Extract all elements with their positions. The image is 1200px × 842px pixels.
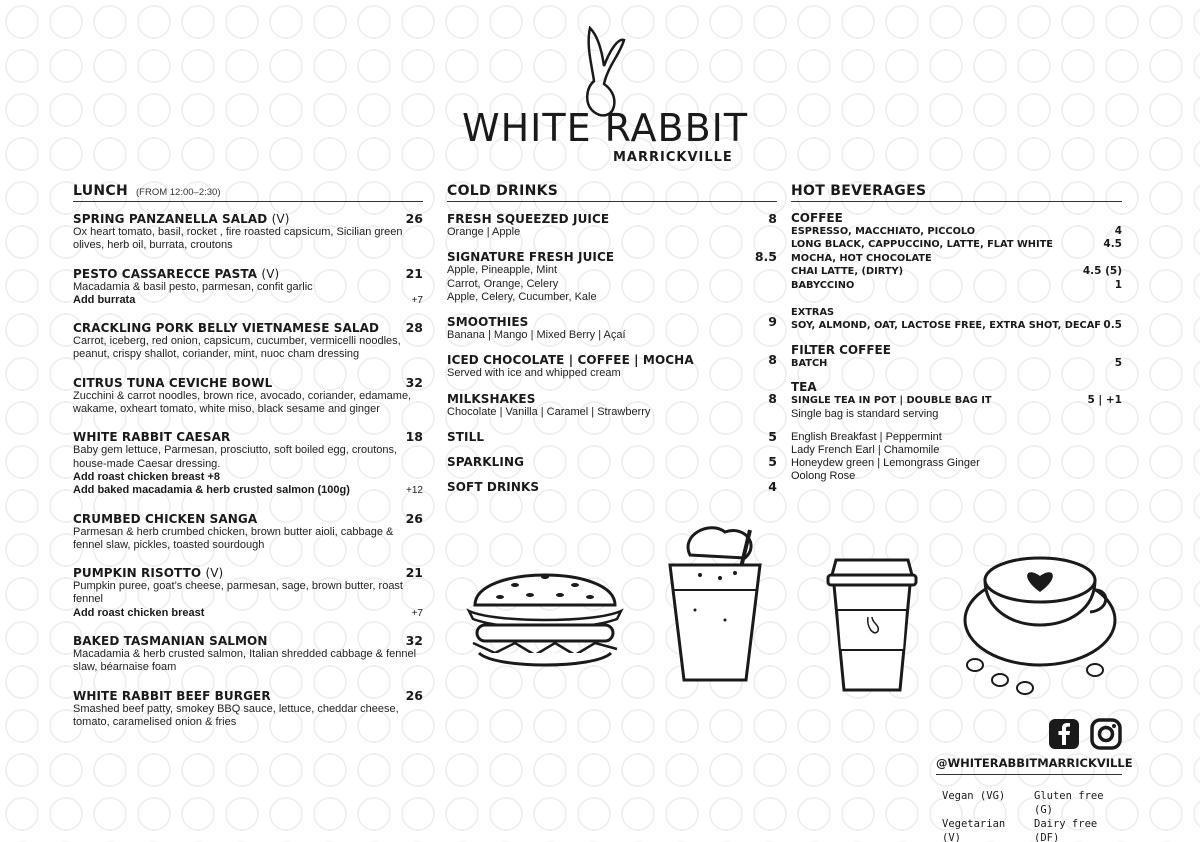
drink-item-price: 8.5 [754,249,777,265]
drink-item-description: Orange | Apple [447,226,521,238]
lunch-header [73,183,423,202]
drink-item-name: SIGNATURE FRESH JUICE [447,250,615,265]
addon-label: Add roast chicken breast +8 [73,470,221,483]
menu-item-price: 26 [405,687,423,703]
addon-row [73,607,423,620]
drink-item [447,352,777,380]
menu-item-name-text: SPRING PANZANELLA SALAD [73,212,268,226]
menu-item-description: Smashed beef patty, smokey BBQ sauce, lettuce, cheddar cheese, tomato, caramelised onion & fries [73,702,399,728]
coffee-line-price: 1 [1114,278,1122,291]
addon-row [73,471,423,484]
coffee-line [791,265,1122,278]
filter-coffee-price: 5 [1114,356,1122,369]
drink-item-header [447,454,777,469]
drink-item [447,211,777,239]
drink-item-price: 9 [768,314,777,330]
addon-label: Add baked macadamia & herb crusted salmon (100g) [73,484,350,497]
menu-item-name [73,321,379,335]
extras-group [791,306,1122,333]
menu-item-header [73,633,423,648]
logo-title: WHITE RABBIT [462,106,749,150]
dietary-tag: (V) [261,266,280,281]
menu-item-name-text: PESTO CASSARECCE PASTA [73,266,258,281]
menu-item-header [73,429,423,444]
drink-item-description: Chocolate | Vanilla | Caramel | Strawberry [447,405,651,418]
filter-coffee-label: BATCH [791,357,828,369]
coffee-line [791,238,1122,251]
menu-item [73,511,423,553]
menu-item-description: Macadamia & basil pesto, parmesan, confit garlic [73,280,313,293]
menu-item [73,688,423,730]
drink-item-price: 4 [768,479,777,495]
tea-note: Single bag is standard serving [791,407,939,420]
drink-item-description: Served with ice and whipped cream [447,367,621,380]
coffee-group [791,211,1122,292]
extras-line [791,319,1122,332]
drink-item [447,249,777,304]
menu-item-name [73,566,223,580]
lunch-title: LUNCH [73,183,128,199]
menu-item-name [73,689,271,703]
drink-item-description: Apple, Pineapple, Mint Carrot, Orange, Celery Apple, Celery, Cucumber, Kale [447,264,597,303]
menu-item-header [73,320,423,335]
menu-item-name-text: BAKED TASMANIAN SALMON [73,634,268,649]
drink-item [447,391,777,419]
coffee-cup-illustration-icon [960,540,1120,700]
cold-drinks-header [447,183,777,202]
menu-item-price: 26 [405,510,423,526]
addon-label: Add roast chicken breast [73,606,205,619]
drink-item-price: 8 [768,211,777,226]
drink-item [447,429,777,444]
hot-beverages-title: HOT BEVERAGES [791,183,927,199]
coffee-lines [791,225,1122,292]
drink-item-name: SMOOTHIES [447,315,529,330]
menu-item-price: 32 [405,374,423,390]
drink-item-name: SPARKLING [447,455,525,470]
addon-price: +7 [411,607,423,619]
coffee-line [791,225,1122,238]
coffee-line [791,252,1122,265]
dietary-legend [942,789,1122,842]
menu-item-name [73,267,279,281]
burger-illustration-icon [455,545,635,675]
menu-item-description: Parmesan & herb crumbed chicken, brown butter aioli, cabbage & fennel slaw, pickles, toasted sourdough [73,525,394,551]
menu-item-price: 21 [405,265,423,281]
menu-item-description: Macadamia & herb crusted salmon, Italian shredded cabbage & fennel slaw, béarnaise foam [73,648,417,674]
lunch-hours: (FROM 12:00–2:30) [136,187,221,198]
tea-line [791,394,1122,407]
menu-item-price: 26 [405,211,423,226]
lunch-items [73,211,423,729]
dietary-tag: (V) [271,212,290,226]
extras-price: 0.5 [1103,319,1122,332]
menu-item [73,211,423,253]
coffee-line-label: BABYCCINO [791,279,855,291]
legend-vegan: Vegan (VG) [942,790,1006,802]
extras-title: EXTRAS [791,307,835,319]
coffee-line-price: 4.5 (5) [1082,265,1122,278]
menu-item-header [73,688,423,703]
addon-row [73,294,423,307]
cold-drinks-section [447,183,777,504]
dietary-tag: (V) [205,566,224,581]
menu-item-price: 21 [405,565,423,581]
menu-item [73,633,423,675]
coffee-line-label: ESPRESSO, MACCHIATO, PICCOLO [791,226,976,237]
coffee-line-price: 4 [1114,225,1122,237]
coffee-line-price: 4.5 [1103,238,1122,251]
drink-item-price: 5 [768,429,777,445]
drink-item-description: Banana | Mango | Mixed Berry | Açaí [447,329,626,342]
menu-item-price: 28 [405,320,423,336]
drink-item-header [447,479,777,494]
drink-item-price: 5 [768,454,777,470]
menu-item-name [73,212,290,226]
filter-coffee-line [791,357,1122,370]
drink-item-price: 8 [768,390,777,406]
logo-subtitle: MARRICKVILLE [613,150,733,165]
coffee-line [791,279,1122,292]
drink-item-header [447,211,777,226]
legend-gluten-free: Gluten free (G) [1034,790,1104,816]
menu-item-name-text: WHITE RABBIT CAESAR [73,430,231,445]
menu-item-name [73,512,257,526]
menu-item-description: Ox heart tomato, basil, rocket , fire roasted capsicum, Sicilian green olives, herb oil, burrata, croutons [73,226,403,252]
menu-item-name-text: WHITE RABBIT BEEF BURGER [73,688,271,703]
menu-item-header [73,375,423,390]
menu-item-name-text: CITRUS TUNA CEVICHE BOWL [73,375,273,390]
legend-dairy-free: Dairy free (DF) [1034,818,1098,842]
menu-item-description: Pumpkin puree, goat’s cheese, parmesan, sage, brown butter, roast fennel [73,580,403,606]
menu-item-name [73,634,267,648]
social-handle[interactable]: @WHITERABBITMARRICKVILLE [936,756,1122,775]
menu-item-header [73,211,423,226]
drink-item-header [447,314,777,329]
menu-item [73,565,423,620]
menu-item-price: 32 [405,633,423,649]
addon-price: +7 [411,294,423,306]
menu-item-name [73,430,230,444]
menu-item-description: Carrot, iceberg, red onion, capsicum, cucumber, vermicelli noodles, peanut, crispy shallot, coriander, mint, nuoc cham dressing [73,335,401,361]
drink-item-header [447,352,777,367]
menu-item-name-text: CRACKLING PORK BELLY VIETNAMESE SALAD [73,321,380,336]
coffee-line-label: LONG BLACK, CAPPUCCINO, LATTE, FLAT WHITE [791,239,1053,251]
menu-item [73,266,423,308]
drink-item-name: SOFT DRINKS [447,480,540,495]
menu-item-name-text: PUMPKIN RISOTTO [73,566,202,581]
addon-price: +12 [406,485,423,497]
tea-label: SINGLE TEA IN POT | DOUBLE BAG IT [791,395,992,407]
drink-item [447,314,777,342]
drink-item [447,479,777,494]
menu-item [73,375,423,417]
filter-coffee-title: FILTER COFFEE [791,342,891,357]
menu-item [73,429,423,497]
menu-item-header [73,511,423,526]
tea-title: TEA [791,380,817,395]
milkshake-illustration-icon [650,520,780,690]
drink-item-price: 8 [768,352,777,368]
tea-variety: Oolong Rose [791,469,856,482]
cold-drinks-items [447,211,777,494]
coffee-line-label: CHAI LATTE, (DIRTY) [791,266,904,278]
tea-group [791,380,1122,482]
tea-variety: Lady French Earl | Chamomile [791,443,940,456]
extras-title-line [791,306,1122,319]
tea-variety: English Breakfast | Peppermint [791,430,942,443]
menu-item-header [73,565,423,580]
extras-label: SOY, ALMOND, OAT, LACTOSE FREE, EXTRA SHOT, DECAF [791,320,1102,332]
hot-beverages-section [791,183,1122,493]
tea-variety: Honeydew green | Lemongrass Ginger [791,456,980,469]
filter-coffee-group [791,343,1122,370]
addon-label: Add burrata [73,293,136,306]
cold-drinks-title: COLD DRINKS [447,183,559,199]
drink-item-name: ICED CHOCOLATE | COFFEE | MOCHA [447,353,694,368]
tea-varieties [791,431,1122,483]
menu-item-name-text: CRUMBED CHICKEN SANGA [73,511,258,526]
menu-item [73,320,423,362]
drink-item-name: STILL [447,430,485,445]
takeaway-cup-illustration-icon [822,545,922,695]
drink-item-name: FRESH SQUEEZED JUICE [447,212,610,226]
social-links [1048,718,1122,750]
drink-item-header [447,249,777,264]
drink-item-name: MILKSHAKES [447,391,536,406]
menu-item-description: Zucchini & carrot noodles, brown rice, avocado, coriander, edamame, wakame, oxheart tomato, white miso, black sesame and ginger [73,389,412,416]
menu-item-price: 18 [405,429,423,445]
coffee-line-label: MOCHA, HOT CHOCOLATE [791,252,932,264]
instagram-icon[interactable] [1090,718,1122,750]
lunch-section [73,183,423,742]
addon-row [73,484,423,497]
drink-item-header [447,391,777,406]
coffee-title: COFFEE [791,211,843,225]
menu-item-name [73,376,272,390]
hot-beverages-header [791,183,1122,202]
menu-item-header [73,266,423,281]
menu-item-description: Baby gem lettuce, Parmesan, prosciutto, soft boiled egg, croutons, house-made Caesar dressing. [73,444,398,470]
legend-vegetarian: Vegetarian (V) [942,818,1006,842]
drink-item [447,454,777,469]
drink-item-header [447,429,777,444]
tea-price: 5 | +1 [1087,394,1122,407]
facebook-icon[interactable] [1048,718,1080,750]
